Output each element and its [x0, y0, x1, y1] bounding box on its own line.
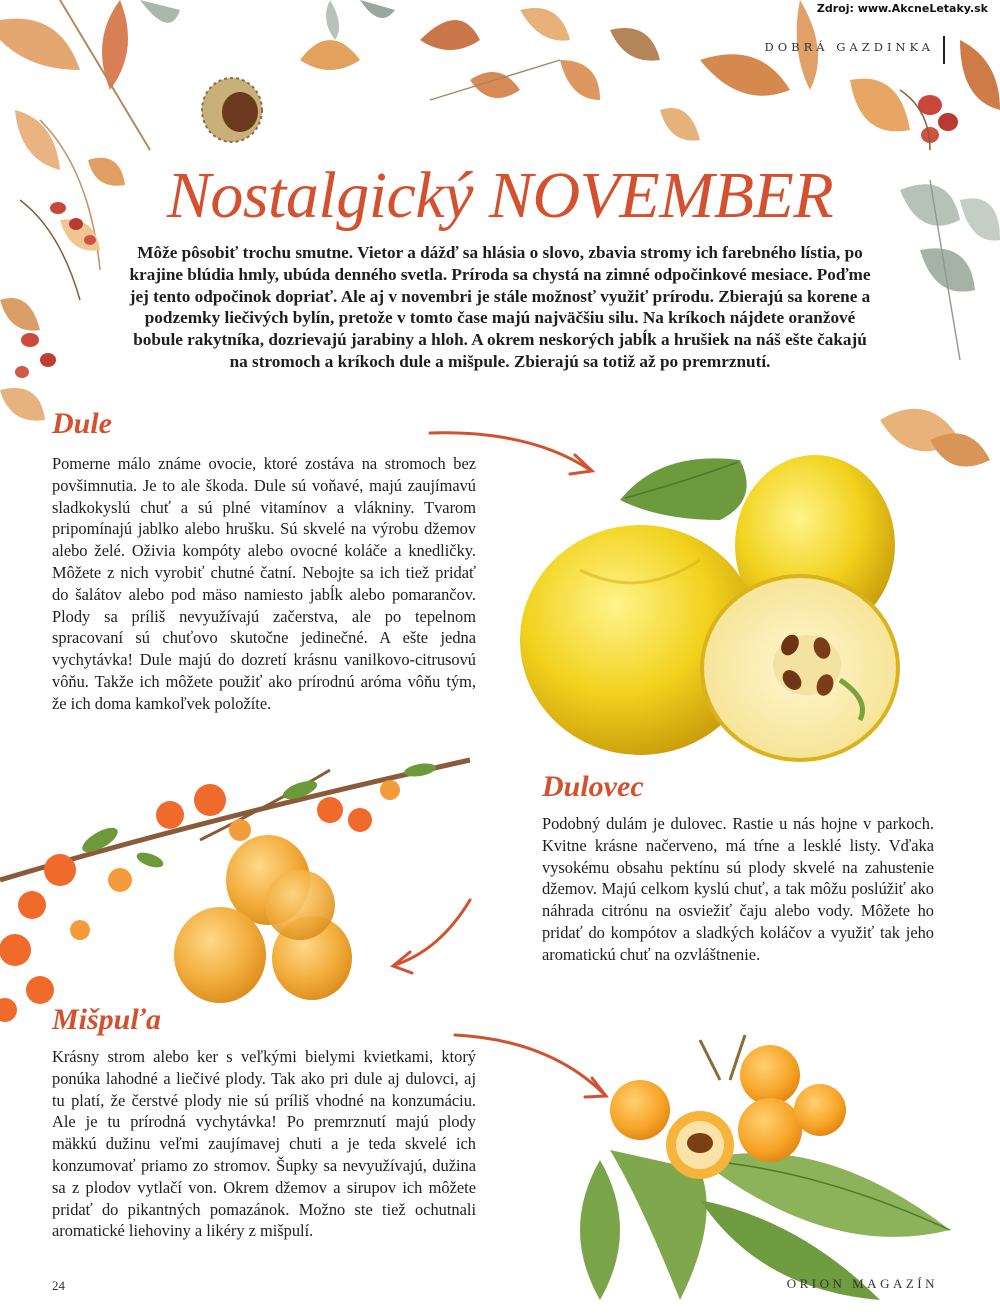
- magazine-name: ORION MAGAZÍN: [786, 1276, 938, 1291]
- loquat-image: [580, 1035, 950, 1300]
- section-tag: DOBRÁ GAZDINKA: [764, 40, 934, 54]
- intro-paragraph: Môže pôsobiť trochu smutne. Vietor a dážď sa hlásia o slovo, zbavia stromy ich farebného lístia, po krajine blúdia hmly, ubúda denného svetla. Príroda sa chystá na zimné odpočinkové mesiace. Poďme jej tento odpočinok dopriať. Ale aj v novembri je stále možnosť využiť prírodu. Zbierajú sa korene a podzemky liečivých bylín, pretože v tomto čase majú najväčšiu silu. Na kríkoch nájdete oranžové bobule rakytníka, dozrievajú jarabiny a hloh. A okrem neskorých jabĺk a hrušiek na náš ešte čakajú na stromoch a kríkoch dule a mišpule. Zbierajú sa totiž až po premrznutí.: [129, 243, 871, 371]
- chestnut-icon: [202, 78, 262, 142]
- section-divider: [943, 36, 945, 64]
- text-dulovec: Podobný dulám je dulovec. Rastie u nás hojne v parkoch. Kvitne krásne načerveno, má tŕne a lesklé listy. Vďaka vysokému obsahu pektínu sú plody skvelé na zahustenie džemov. Majú celkom kyslú chuť, a tak môžu poslúžiť ako náhrada citrónu na osviežiť čaju alebo vody. Môžete ho pridať do kompótov a sladkých koláčov a využiť tak jeho aromatickú chuť na ozvláštnenie.: [542, 814, 934, 964]
- page-number: 24: [52, 1278, 65, 1293]
- top-right-leaves: [660, 0, 1000, 150]
- top-middle-leaves: [300, 0, 660, 100]
- text-dule: Pomerne málo známe ovocie, ktoré zostáva na stromoch bez povšimnutia. Je to ale škoda. Dule sú voňavé, majú zaujímavú sladkokyslú chuť a sú plné vitamínov a vlákniny. Tvarom pripomínajú jablko alebo hrušku. Sú skvelé na výrobu džemov alebo želé. Oživia kompóty alebo ovocné koláče a knedličky. Môžete z nich vyrobiť chutné čatní. Nebojte sa ich tiež pridať do šalátov alebo pod mäso namiesto jabĺk alebo pomarančov. Plody sa príliš nevyužívajú začerstva, ale po tepelnom spracovaní sú chuťovo skutočne jedinečné. A ešte jedna vychytávka! Dule majú do dozretí krásnu vanilkovo-citrusovú vôňu. Takže ich môžete použiť ako prírodnú aróma vôňu tým, že ich doma kamkoľvek položíte.: [52, 454, 476, 713]
- arrow-icon-2: [393, 900, 470, 973]
- source-credit: Zdroj: www.AkcneLetaky.sk: [816, 2, 988, 15]
- page-title: Nostalgický NOVEMBER: [166, 159, 834, 232]
- heading-mispula: Mišpuľa: [52, 1003, 161, 1036]
- heading-dule: Dule: [52, 407, 112, 440]
- arrow-icon-3: [455, 1035, 606, 1097]
- flowering-quince-image: [0, 760, 470, 1022]
- quince-image: [520, 455, 898, 760]
- text-mispula: Krásny strom alebo ker s veľkými bielymi kvietkami, ktorý ponúka lahodné a liečivé plody. Tak ako pri dule aj dulovci, aj tu platí, že čerstvé plody nie sú príliš vhodné na konzumáciu. Ale je tu prírodná vychytávka! Po premrznutí majú plody mäkkú dužinu veľmi zaujímavej chuti a je teda skvelé ich konzumovať priamo zo stromov. Šupky sa nevyužívajú, dužina sa z plodov vytlačí von. Okrem džemov a sirupov ich môžete pridať do pikantných pomazánok. Možno ste tiež ochutnali aromatické liehoviny a likéry z mišpulí.: [52, 1047, 476, 1241]
- left-mid-leaves: [0, 388, 45, 421]
- heading-dulovec: Dulovec: [542, 770, 644, 803]
